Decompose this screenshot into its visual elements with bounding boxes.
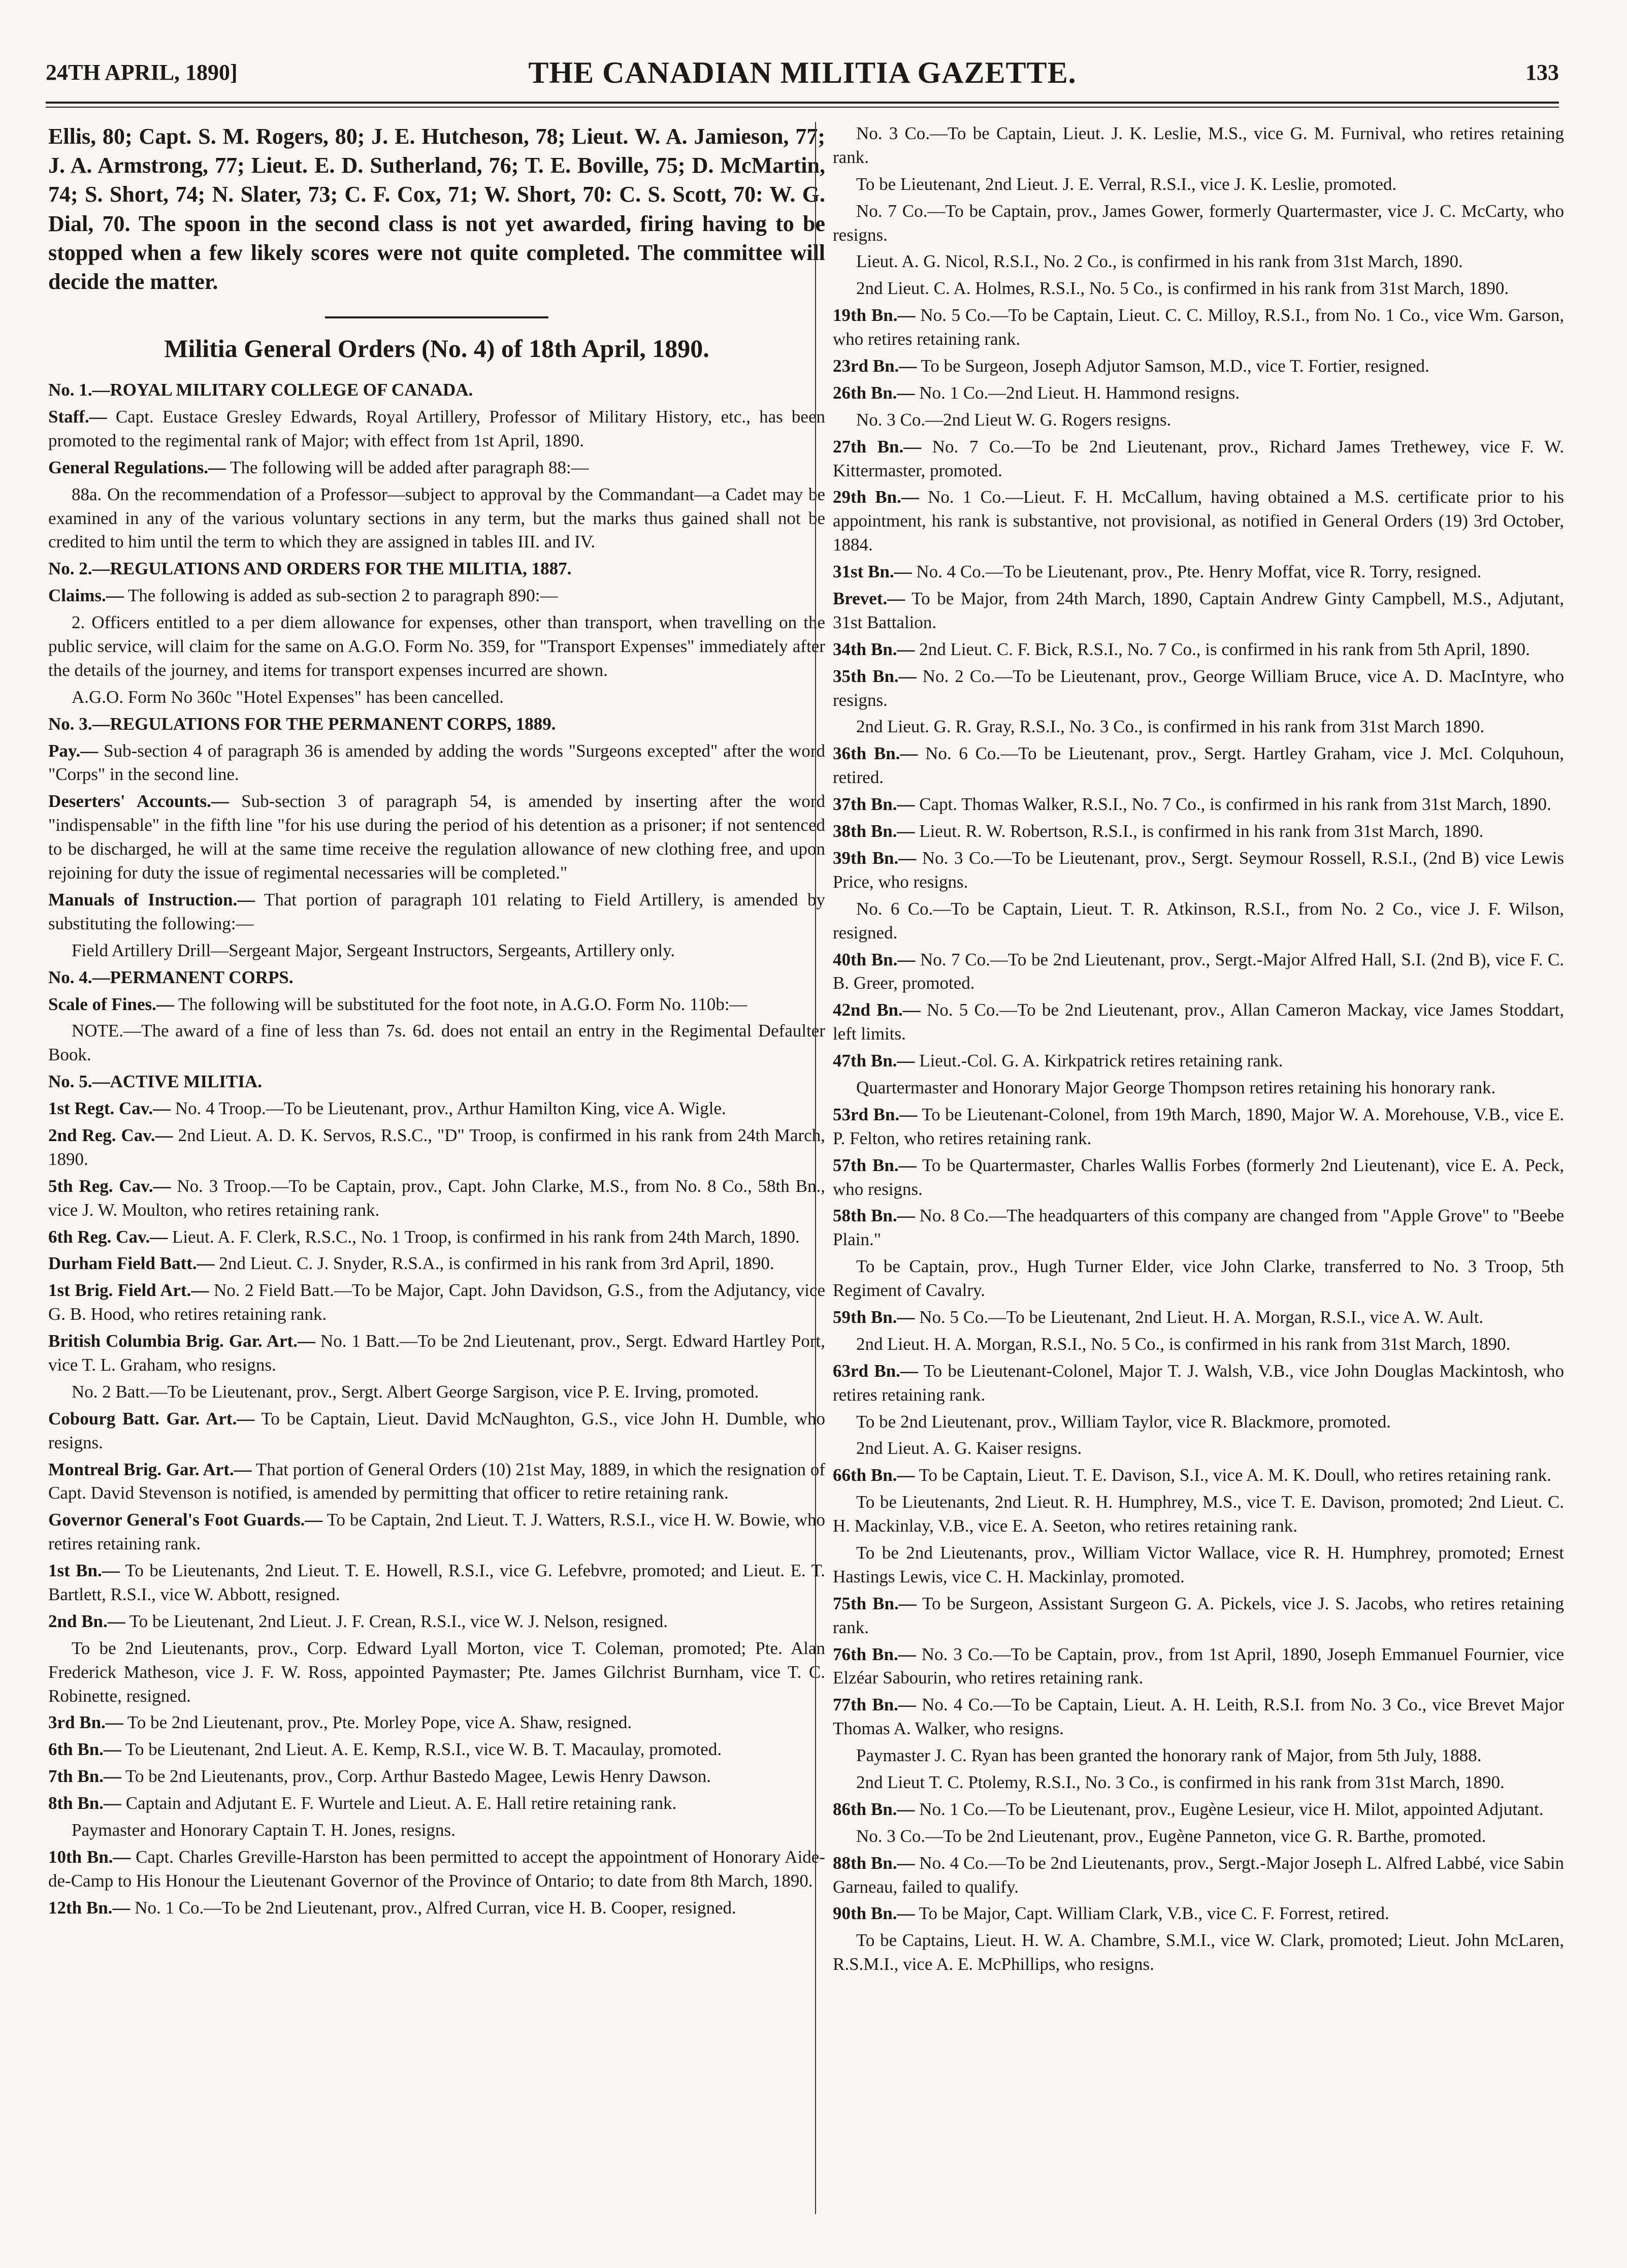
order-paragraph (48, 1252, 825, 1276)
order-paragraph (833, 200, 1564, 247)
order-paragraph (833, 1437, 1564, 1461)
order-heading: 88th Bn.— (833, 1853, 915, 1873)
order-paragraph (833, 1359, 1564, 1407)
order-paragraph (833, 250, 1564, 274)
left-orders-list (48, 378, 825, 1920)
order-heading: Brevet.— (833, 589, 905, 609)
order-text: Lieut.-Col. G. A. Kirkpatrick retires retaining rank. (915, 1051, 1283, 1071)
order-paragraph (833, 381, 1564, 405)
order-text: Capt. Eustace Gresley Edwards, Royal Artillery, Professor of Military History, etc., has been promoted to the regimental rank of Major; with effect from 1st April, 1890. (48, 407, 825, 450)
order-heading: 7th Bn.— (48, 1766, 121, 1787)
order-text: Field Artillery Drill—Sergeant Major, Sergeant Instructors, Sergeants, Artillery only. (72, 940, 675, 960)
order-paragraph (833, 1798, 1564, 1822)
right-column (833, 122, 1564, 1980)
order-paragraph (833, 1825, 1564, 1849)
order-text: 2nd Lieut. H. A. Morgan, R.S.I., No. 5 Co., is confirmed in his rank from 31st March, 1890. (856, 1334, 1511, 1354)
order-heading: 90th Bn.— (833, 1903, 915, 1924)
order-paragraph (833, 1929, 1564, 1977)
order-heading: No. 2.—REGULATIONS AND ORDERS FOR THE MILITIA, 1887. (48, 559, 572, 579)
order-text: To be Captain, 2nd Lieut. T. J. Watters, R.S.I., vice H. W. Bowie, who retires retaining rank. (48, 1510, 825, 1554)
masthead (46, 48, 1559, 104)
order-text: To be Major, from 24th March, 1890, Captain Andrew Ginty Campbell, M.S., Adjutant, 31st Battalion. (833, 589, 1564, 632)
order-paragraph (833, 1902, 1564, 1926)
order-paragraph (833, 1643, 1564, 1691)
order-heading: No. 1.—ROYAL MILITARY COLLEGE OF CANADA. (48, 380, 473, 400)
order-text: To be Quartermaster, Charles Wallis Forbes (formerly 2nd Lieutenant), vice E. A. Peck, who resigns. (833, 1155, 1564, 1199)
order-text: To be Lieutenant, 2nd Lieut. A. E. Kemp, R.S.I., vice W. B. T. Macaulay, promoted. (121, 1739, 722, 1760)
order-text: To be Lieutenants, 2nd Lieut. T. E. Howell, R.S.I., vice G. Lefebvre, promoted; and Lieut. E. T. Bartlett, R.S.I., vice W. Abbott, resigned. (48, 1561, 825, 1604)
order-paragraph (48, 1738, 825, 1762)
order-heading: 39th Bn.— (833, 848, 917, 868)
order-paragraph (48, 456, 825, 480)
order-text: No. 7 Co.—To be Captain, prov., James Gower, formerly Quartermaster, vice J. C. McCarty, who resigns. (833, 201, 1564, 245)
order-heading: 42nd Bn.— (833, 1000, 921, 1020)
order-text: Captain and Adjutant E. F. Wurtele and Lieut. A. E. Hall retire retaining rank. (121, 1793, 677, 1813)
order-text: 2nd Lieut. C. J. Snyder, R.S.A., is confirmed in his rank from 3rd April, 1890. (214, 1253, 774, 1274)
order-heading: 77th Bn.— (833, 1695, 916, 1715)
order-heading: 86th Bn.— (833, 1799, 915, 1819)
order-paragraph (833, 793, 1564, 817)
order-text: 2nd Lieut. G. R. Gray, R.S.I., No. 3 Co., is confirmed in his rank from 31st March 1890. (856, 717, 1485, 737)
order-heading: Montreal Brig. Gar. Art.— (48, 1459, 252, 1479)
order-heading: 6th Reg. Cav.— (48, 1226, 168, 1247)
order-heading: 36th Bn.— (833, 743, 918, 764)
order-paragraph (833, 948, 1564, 996)
intro-paragraph: Ellis, 80; Capt. S. M. Rogers, 80; J. E. Hutcheson, 78; Lieut. W. A. Jamieson, 77; J. A. Armstrong, 77; Lieut. E. D. Sutherland, 76; T. E. Boville, 75; D. McMartin, 74; S. Short, 74; N. Slater, 73; C. F. Cox, 71; W. Short, 70: C. S. Scott, 70: W. G. Dial, 70. The spoon in the second class is not yet awarded, firing having to be stopped when a few likely scores were not quite completed. The committee will decide the matter. (48, 124, 825, 294)
order-paragraph (48, 483, 825, 555)
order-paragraph (833, 1076, 1564, 1100)
order-heading: 63rd Bn.— (833, 1360, 918, 1381)
order-heading: 1st Regt. Cav.— (48, 1098, 171, 1119)
order-paragraph (833, 173, 1564, 197)
column-divider (815, 122, 816, 2214)
order-paragraph (48, 1792, 825, 1816)
order-paragraph (833, 1491, 1564, 1538)
order-text: Lieut. A. F. Clerk, R.S.C., No. 1 Troop, is confirmed in his rank from 24th March, 1890. (168, 1226, 800, 1247)
order-paragraph (48, 584, 825, 608)
order-paragraph (48, 1711, 825, 1735)
order-text: To be Surgeon, Joseph Adjutor Samson, M.D., vice T. Fortier, resigned. (917, 356, 1429, 376)
order-text: No. 4 Troop.—To be Lieutenant, prov., Arthur Hamilton King, vice A. Wigle. (171, 1098, 726, 1119)
order-text: 2nd Lieut T. C. Ptolemy, R.S.I., No. 3 Co., is confirmed in his rank from 31st March, 1890. (856, 1772, 1505, 1792)
masthead-rule-thin (46, 107, 1559, 108)
order-heading: 3rd Bn.— (48, 1712, 123, 1733)
order-heading: Scale of Fines.— (48, 994, 174, 1014)
order-text: Capt. Charles Greville-Harston has been permitted to accept the appointment of Honorary Aide-de-Camp to His Honour the Lieutenant Governor of the Province of Ontario; to date from 8th March, 1890. (48, 1846, 825, 1891)
order-text: To be Lieutenant, 2nd Lieut. J. E. Verral, R.S.I., vice J. K. Leslie, promoted. (856, 174, 1397, 194)
order-paragraph (48, 939, 825, 963)
order-paragraph (833, 435, 1564, 483)
order-paragraph (833, 897, 1564, 945)
order-text: To be 2nd Lieutenants, prov., Corp. Edward Lyall Morton, vice T. Coleman, promoted; Pte. Alan Frederick Matheson, vice J. F. W. Ross, appointed Paymaster; Pte. James Gilchrist Burnham, vice T. C. Robinette, resigned. (48, 1638, 825, 1706)
order-text: To be 2nd Lieutenants, prov., William Victor Wallace, vice R. H. Humphrey, promoted; Ernest Hastings Lewis, vice C. H. Mackinlay, promoted. (833, 1542, 1564, 1586)
order-text: 2. Officers entitled to a per diem allowance for expenses, other than transport, when travelling on the public service, will claim for the same on A.G.O. Form No. 359, for "Transport Expenses" immediately after the details of the journey, and items for transport expenses incurred are shown. (48, 612, 825, 680)
order-text: No. 3 Co.—2nd Lieut W. G. Rogers resigns. (856, 409, 1172, 430)
right-orders-list (833, 122, 1564, 1977)
order-text: NOTE.—The award of a fine of less than 7s. 6d. does not entail an entry in the Regimental Defaulter Book. (48, 1021, 825, 1065)
order-paragraph (48, 1610, 825, 1634)
order-paragraph (48, 1458, 825, 1506)
order-paragraph (48, 1845, 825, 1893)
order-text: No. 4 Co.—To be Lieutenant, prov., Pte. Henry Moffat, vice R. Torry, resigned. (912, 562, 1482, 582)
order-text: 2nd Lieut. A. D. K. Servos, R.S.C., "D" Troop, is confirmed in his rank from 24th March, 1890. (48, 1125, 825, 1169)
order-heading: 26th Bn.— (833, 382, 915, 403)
masthead-rule (46, 102, 1559, 104)
order-heading: 31st Bn.— (833, 562, 912, 582)
order-paragraph (833, 1744, 1564, 1768)
order-paragraph (833, 998, 1564, 1046)
order-text: To be 2nd Lieutenant, prov., Pte. Morley Pope, vice A. Shaw, resigned. (123, 1712, 632, 1733)
order-paragraph (833, 1255, 1564, 1303)
order-text: No. 2 Batt.—To be Lieutenant, prov., Sergt. Albert George Sargison, vice P. E. Irving, promoted. (72, 1381, 759, 1402)
order-heading: 19th Bn.— (833, 305, 916, 326)
order-paragraph (48, 1559, 825, 1607)
order-text: 88a. On the recommendation of a Professor—subject to approval by the Commandant—a Cadet may be examined in any of the various voluntary sections in any term, but the marks thus gained shall not be credited to him until the term to which they are assigned in tables III. and IV. (48, 484, 825, 552)
order-text: No. 5 Co.—To be Lieutenant, 2nd Lieut. H. A. Morgan, R.S.I., vice A. W. Ault. (915, 1307, 1484, 1327)
order-paragraph (48, 1070, 825, 1094)
order-heading: 2nd Bn.— (48, 1611, 125, 1631)
order-text: Lieut. R. W. Robertson, R.S.I., is confirmed in his rank from 31st March, 1890. (915, 821, 1484, 841)
order-text: A.G.O. Form No 360c "Hotel Expenses" has been cancelled. (72, 687, 504, 707)
order-heading: 23rd Bn.— (833, 356, 917, 376)
order-paragraph (48, 1765, 825, 1789)
order-text: No. 5 Co.—To be 2nd Lieutenant, prov., Allan Cameron Mackay, vice James Stoddart, left limits. (833, 1000, 1564, 1044)
order-heading: 6th Bn.— (48, 1739, 121, 1760)
order-text: 2nd Lieut. C. F. Bick, R.S.I., No. 7 Co., is confirmed in his rank from 5th April, 1890. (915, 639, 1530, 659)
order-text: No. 3 Co.—To be Captain, Lieut. J. K. Leslie, M.S., vice G. M. Furnival, who retires retaining rank. (833, 123, 1564, 167)
order-heading: 57th Bn.— (833, 1155, 917, 1175)
order-text: The following will be substituted for the foot note, in A.G.O. Form No. 110b:— (174, 994, 747, 1014)
order-paragraph (833, 408, 1564, 432)
order-paragraph (48, 1330, 825, 1377)
order-text: To be Surgeon, Assistant Surgeon G. A. Pickels, vice J. S. Jacobs, who retires retaining rank. (833, 1593, 1564, 1637)
order-heading: Staff.— (48, 407, 107, 427)
order-text: No. 5 Co.—To be Captain, Lieut. C. C. Milloy, R.S.I., from No. 1 Co., vice Wm. Garson, who retires retaining rank. (833, 305, 1564, 349)
order-text: No. 6 Co.—To be Lieutenant, prov., Sergt. Hartley Graham, vice J. McI. Colquhoun, retired. (833, 743, 1565, 788)
order-heading: 76th Bn.— (833, 1644, 916, 1664)
order-paragraph (833, 1771, 1564, 1795)
order-heading: 75th Bn.— (833, 1593, 917, 1613)
order-text: Capt. Thomas Walker, R.S.I., No. 7 Co., is confirmed in his rank from 31st March, 1890. (915, 794, 1551, 815)
order-text: That portion of General Orders (10) 21st May, 1889, in which the resignation of Capt. David Stevenson is notified, is amended by permitting that officer to retire retaining rank. (48, 1459, 825, 1503)
order-paragraph (48, 611, 825, 683)
order-heading: General Regulations.— (48, 457, 226, 477)
order-heading: No. 5.—ACTIVE MILITIA. (48, 1072, 263, 1092)
order-paragraph (48, 993, 825, 1017)
order-paragraph (48, 790, 825, 885)
order-text: No. 8 Co.—The headquarters of this company are changed from "Apple Grove" to "Beebe Plain." (833, 1206, 1564, 1250)
order-text: No. 3 Co.—To be Captain, prov., from 1st April, 1890, Joseph Emmanuel Fournier, vice Elzéar Sabourin, who retires retaining rank. (833, 1644, 1564, 1688)
order-heading: 35th Bn.— (833, 666, 917, 686)
order-text: Lieut. A. G. Nicol, R.S.I., No. 2 Co., is confirmed in his rank from 31st March, 1890. (856, 251, 1463, 272)
order-paragraph (833, 638, 1564, 662)
order-heading: No. 3.—REGULATIONS FOR THE PERMANENT CORPS, 1889. (48, 714, 556, 734)
order-paragraph (48, 1896, 825, 1920)
issue-date: 24TH APRIL, 1890] (46, 60, 238, 85)
order-heading: 8th Bn.— (48, 1793, 121, 1813)
order-paragraph (833, 277, 1564, 301)
order-text: No. 7 Co.—To be 2nd Lieutenant, prov., Sergt.-Major Alfred Hall, S.I. (2nd B), vice F. C. B. Greer, promoted. (833, 949, 1564, 993)
order-heading: 5th Reg. Cav.— (48, 1176, 171, 1196)
order-text: No. 3 Co.—To be 2nd Lieutenant, prov., Eugène Panneton, vice G. R. Barthe, promoted. (856, 1826, 1486, 1846)
order-paragraph (833, 587, 1564, 635)
order-paragraph (833, 1464, 1564, 1487)
order-paragraph (833, 1592, 1564, 1640)
order-paragraph (48, 1380, 825, 1404)
order-paragraph (48, 686, 825, 709)
order-text: To be Lieutenants, 2nd Lieut. R. H. Humphrey, M.S., vice T. E. Davison, promoted; 2nd Lieut. C. H. Mackinlay, V.B., vice E. A. Seeton, who retires retaining rank. (833, 1492, 1564, 1536)
order-text: No. 7 Co.—To be 2nd Lieutenant, prov., Richard James Trethewey, vice F. W. Kittermaster, promoted. (833, 436, 1564, 480)
order-heading: Deserters' Accounts.— (48, 791, 229, 812)
order-heading: 34th Bn.— (833, 639, 915, 659)
order-paragraph (48, 966, 825, 990)
order-heading: Claims.— (48, 586, 124, 606)
order-paragraph (833, 1541, 1564, 1589)
order-paragraph (48, 557, 825, 581)
order-text: That portion of paragraph 101 relating to Field Artillery, is amended by substituting the following:— (48, 889, 825, 933)
order-paragraph (833, 304, 1564, 351)
order-text: To be 2nd Lieutenant, prov., William Taylor, vice R. Blackmore, promoted. (856, 1411, 1391, 1432)
order-paragraph (833, 485, 1564, 557)
page-number: 133 (1525, 60, 1559, 85)
order-text: Paymaster J. C. Ryan has been granted the honorary rank of Major, from 5th July, 1888. (856, 1745, 1482, 1766)
order-heading: Cobourg Batt. Gar. Art.— (48, 1408, 255, 1429)
order-text: No. 1 Co.—To be 2nd Lieutenant, prov., Alfred Curran, vice H. B. Cooper, resigned. (130, 1897, 736, 1918)
order-heading: 38th Bn.— (833, 821, 915, 841)
order-paragraph (833, 1154, 1564, 1202)
order-paragraph (48, 1637, 825, 1708)
order-paragraph (833, 820, 1564, 844)
order-heading: 27th Bn.— (833, 436, 922, 457)
order-paragraph (48, 378, 825, 402)
left-column (48, 122, 825, 1923)
order-heading: 47th Bn.— (833, 1051, 915, 1071)
order-text: No. 3 Troop.—To be Captain, prov., Capt. John Clarke, M.S., from No. 8 Co., 58th Bn., vice J. W. Moulton, who retires retaining rank. (48, 1176, 825, 1220)
order-text: To be Captain, prov., Hugh Turner Elder, vice John Clarke, transferred to No. 3 Troop, 5th Regiment of Cavalry. (833, 1256, 1564, 1301)
order-text: Quartermaster and Honorary Major George Thompson retires retaining his honorary rank. (856, 1077, 1496, 1097)
order-paragraph (48, 1279, 825, 1326)
order-heading: 10th Bn.— (48, 1846, 131, 1867)
order-paragraph (833, 1693, 1564, 1741)
order-heading: 66th Bn.— (833, 1465, 915, 1485)
order-text: No. 6 Co.—To be Captain, Lieut. T. R. Atkinson, R.S.I., from No. 2 Co., vice J. F. Wilson, resigned. (833, 898, 1564, 943)
order-text: To be Lieutenant, 2nd Lieut. J. F. Crean, R.S.I., vice W. J. Nelson, resigned. (125, 1611, 668, 1631)
order-text: No. 1 Co.—To be Lieutenant, prov., Eugène Lesieur, vice H. Milot, appointed Adjutant. (915, 1799, 1544, 1819)
publication-title: THE CANADIAN MILITIA GAZETTE. (528, 56, 1077, 89)
order-text: Sub-section 3 of paragraph 54, is amended by inserting after the word "indispensable" in the fifth line "for his use during the period of his detention as a prisoner; if not sentenced to be discharged, he will at the same time receive the regulation allowance of new clothing free, and upon rejoining for duty the issue of regimental necessaries will be completed." (48, 791, 825, 883)
order-paragraph (48, 1225, 825, 1249)
order-paragraph (833, 1103, 1564, 1151)
order-text: No. 4 Co.—To be 2nd Lieutenants, prov., Sergt.-Major Joseph L. Alfred Labbé, vice Sabin Garneau, failed to qualify. (833, 1853, 1564, 1897)
order-paragraph (833, 560, 1564, 584)
order-paragraph (48, 1097, 825, 1121)
section-title: Militia General Orders (No. 4) of 18th April, 1890. (164, 334, 709, 363)
order-text: No. 1 Co.—Lieut. F. H. McCallum, having obtained a M.S. certificate prior to his appointment, his rank is substantive, not provisional, as notified in General Orders (19) 3rd October, 1884. (833, 487, 1564, 555)
order-paragraph (48, 888, 825, 936)
order-text: To be Lieutenant-Colonel, from 19th March, 1890, Major W. A. Morehouse, V.B., vice E. P. Felton, who retires retaining rank. (833, 1104, 1565, 1148)
order-paragraph (48, 1124, 825, 1172)
order-paragraph (833, 1049, 1564, 1073)
order-text: To be Major, Capt. William Clark, V.B., vice C. F. Forrest, retired. (915, 1903, 1389, 1924)
order-text: To be Captain, Lieut. David McNaughton, G.S., vice John H. Dumble, who resigns. (48, 1408, 825, 1452)
order-heading: 2nd Reg. Cav.— (48, 1125, 173, 1145)
section-divider (325, 316, 548, 318)
order-paragraph (48, 1407, 825, 1455)
order-paragraph (833, 1410, 1564, 1434)
order-text: No. 1 Batt.—To be 2nd Lieutenant, prov., Sergt. Edward Hartley Port, vice T. L. Graham, who resigns. (48, 1331, 825, 1375)
order-text: 2nd Lieut. C. A. Holmes, R.S.I., No. 5 Co., is confirmed in his rank from 31st March, 1890. (856, 278, 1509, 299)
order-text: No. 2 Co.—To be Lieutenant, prov., George William Bruce, vice A. D. MacIntyre, who resigns. (833, 666, 1565, 710)
order-paragraph (833, 1306, 1564, 1330)
order-paragraph (833, 1204, 1564, 1252)
order-heading: 40th Bn.— (833, 949, 916, 969)
order-paragraph (48, 739, 825, 787)
order-paragraph (48, 1175, 825, 1222)
order-text: The following will be added after paragraph 88:— (225, 457, 589, 477)
order-paragraph (48, 712, 825, 736)
order-text: No. 3 Co.—To be Lieutenant, prov., Sergt. Seymour Rossell, R.S.I., (2nd B) vice Lewis Price, who resigns. (833, 848, 1564, 892)
order-heading: 29th Bn.— (833, 487, 919, 507)
order-text: No. 4 Co.—To be Captain, Lieut. A. H. Leith, R.S.I. from No. 3 Co., vice Brevet Major Thomas A. Walker, who resigns. (833, 1695, 1564, 1739)
order-paragraph (833, 742, 1564, 790)
order-paragraph (48, 405, 825, 453)
order-text: To be 2nd Lieutenants, prov., Corp. Arthur Bastedo Magee, Lewis Henry Dawson. (121, 1766, 711, 1787)
order-heading: Manuals of Instruction.— (48, 889, 255, 910)
order-heading: 37th Bn.— (833, 794, 915, 815)
order-text: To be Captain, Lieut. T. E. Davison, S.I., vice A. M. K. Doull, who retires retaining rank. (915, 1465, 1551, 1485)
order-text: The following is added as sub-section 2 to paragraph 890:— (123, 586, 558, 606)
order-text: No. 2 Field Batt.—To be Major, Capt. John Davidson, G.S., from the Adjutancy, vice G. B. Hood, who retires retaining rank. (48, 1280, 826, 1324)
order-heading: 1st Brig. Field Art.— (48, 1280, 209, 1301)
order-heading: 59th Bn.— (833, 1307, 915, 1327)
order-paragraph (833, 715, 1564, 739)
order-heading: Pay.— (48, 740, 99, 761)
order-paragraph (48, 1819, 825, 1842)
order-heading: British Columbia Brig. Gar. Art.— (48, 1331, 315, 1351)
order-heading: Governor General's Foot Guards.— (48, 1510, 323, 1530)
order-paragraph (833, 122, 1564, 170)
order-paragraph (48, 1019, 825, 1067)
order-paragraph (833, 665, 1564, 712)
order-paragraph (833, 1333, 1564, 1356)
order-paragraph (48, 1508, 825, 1556)
order-text: No. 1 Co.—2nd Lieut. H. Hammond resigns. (915, 382, 1240, 403)
order-heading: No. 4.—PERMANENT CORPS. (48, 967, 294, 987)
order-paragraph (833, 354, 1564, 378)
order-text: To be Lieutenant-Colonel, Major T. J. Walsh, V.B., vice John Douglas Mackintosh, who retires retaining rank. (833, 1360, 1565, 1405)
order-text: Paymaster and Honorary Captain T. H. Jones, resigns. (72, 1820, 455, 1840)
order-text: 2nd Lieut. A. G. Kaiser resigns. (856, 1438, 1082, 1459)
order-heading: 53rd Bn.— (833, 1104, 918, 1124)
order-heading: 58th Bn.— (833, 1206, 915, 1226)
order-text: To be Captains, Lieut. H. W. A. Chambre, S.M.I., vice W. Clark, promoted; Lieut. John McLaren, R.S.M.I., vice A. E. McPhillips, who resigns. (833, 1930, 1564, 1974)
order-heading: Durham Field Batt.— (48, 1253, 215, 1274)
order-heading: 12th Bn.— (48, 1897, 131, 1918)
order-paragraph (833, 1852, 1564, 1899)
order-heading: 1st Bn.— (48, 1561, 120, 1581)
order-paragraph (833, 847, 1564, 894)
order-text: Sub-section 4 of paragraph 36 is amended by adding the words "Surgeons excepted" after the word "Corps" in the second line. (48, 740, 825, 785)
